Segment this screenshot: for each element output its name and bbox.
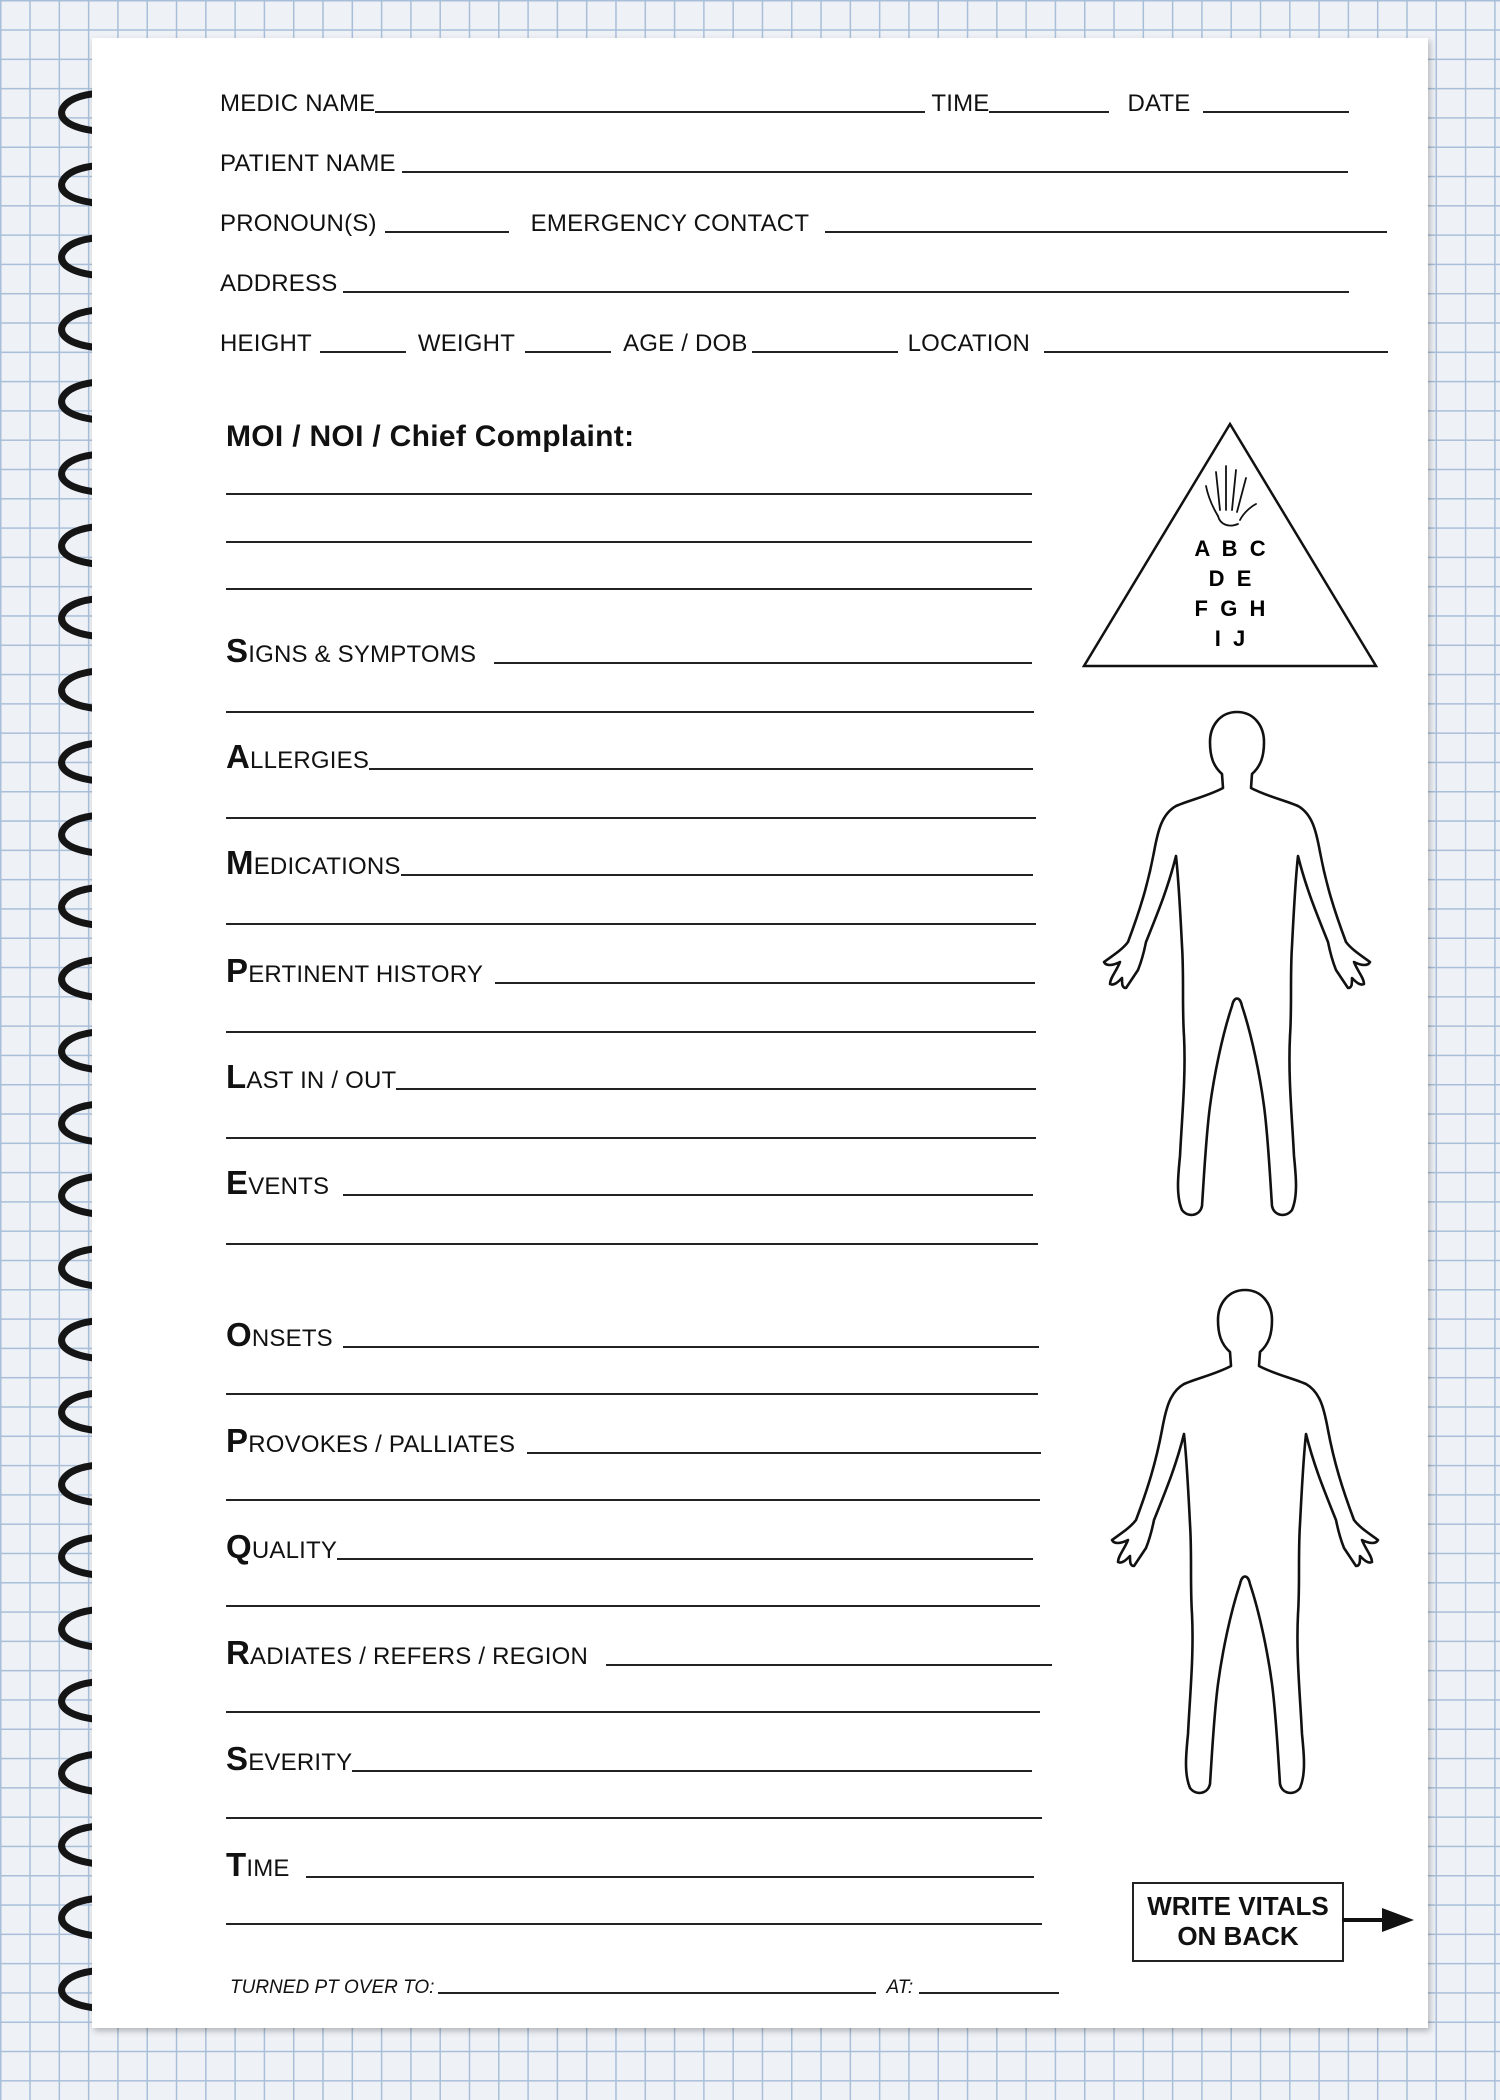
body-outline-back[interactable] xyxy=(1100,1284,1390,1814)
age-dob-field[interactable] xyxy=(752,351,898,353)
pronouns-row xyxy=(220,212,1387,236)
opqrst-row-r xyxy=(226,1636,1052,1669)
sample-s-initial: S xyxy=(226,632,249,669)
opqrst-row-p xyxy=(226,1424,1041,1457)
opqrst-q-initial: Q xyxy=(226,1528,252,1565)
sample-s-label: IGNS & SYMPTOMS xyxy=(248,641,477,668)
severity-field[interactable] xyxy=(352,1770,1032,1772)
quality-field[interactable] xyxy=(337,1558,1033,1560)
turned-over-field[interactable] xyxy=(438,1992,876,1994)
opqrst-o-initial: O xyxy=(226,1316,252,1353)
pronouns-label: PRONOUN(S) xyxy=(220,210,377,237)
medic-name-row xyxy=(220,92,1349,116)
triangle-row-3: F G H xyxy=(1194,596,1266,621)
sample-a-label: LLERGIES xyxy=(250,747,370,774)
triangle-outline xyxy=(1080,420,1380,670)
height-field[interactable] xyxy=(320,351,406,353)
address-label: ADDRESS xyxy=(220,270,338,297)
moi-line-1[interactable] xyxy=(226,493,1032,495)
date-field[interactable] xyxy=(1203,111,1349,113)
emergency-contact-label: EMERGENCY CONTACT xyxy=(530,210,810,237)
time-line-2[interactable] xyxy=(226,1923,1042,1925)
opqrst-r-label: ADIATES / REFERS / REGION xyxy=(250,1643,588,1670)
radiates-field[interactable] xyxy=(606,1664,1052,1666)
sample-e-label: VENTS xyxy=(248,1173,330,1200)
sample-row-m xyxy=(226,846,1033,879)
triangle-row-1: A B C xyxy=(1194,536,1266,561)
vitals-line-1: WRITE VITALS xyxy=(1147,1891,1329,1922)
body-outline-front[interactable] xyxy=(1092,706,1382,1236)
patient-name-row xyxy=(220,152,1348,176)
last-in-out-line-2[interactable] xyxy=(226,1137,1036,1139)
weight-field[interactable] xyxy=(525,351,611,353)
at-field[interactable] xyxy=(919,1992,1059,1994)
sample-p-label: ERTINENT HISTORY xyxy=(248,961,484,988)
opqrst-p-initial: P xyxy=(226,1422,249,1459)
radiates-line-2[interactable] xyxy=(226,1711,1040,1713)
provokes-palliates-line-2[interactable] xyxy=(226,1499,1040,1501)
sample-e-initial: E xyxy=(226,1164,249,1201)
weight-label: WEIGHT xyxy=(417,330,516,357)
turned-over-label: TURNED PT OVER TO: xyxy=(230,1977,435,1998)
medications-line-2[interactable] xyxy=(226,923,1036,925)
patient-name-field[interactable] xyxy=(402,171,1348,173)
opqrst-t-initial: T xyxy=(226,1846,247,1883)
triangle-row-2: D E xyxy=(1208,566,1252,591)
at-label: AT: xyxy=(886,1977,914,1998)
sample-m-initial: M xyxy=(226,844,254,881)
height-row xyxy=(220,332,1388,356)
severity-line-2[interactable] xyxy=(226,1817,1042,1819)
allergies-line-2[interactable] xyxy=(226,817,1036,819)
sample-row-a xyxy=(226,740,1033,773)
footer-row xyxy=(230,1978,1059,1997)
sample-row-s xyxy=(226,634,1032,667)
last-in-out-field[interactable] xyxy=(396,1088,1036,1090)
events-field[interactable] xyxy=(343,1194,1033,1196)
quality-line-2[interactable] xyxy=(226,1605,1040,1607)
location-field[interactable] xyxy=(1044,351,1388,353)
sample-l-initial: L xyxy=(226,1058,247,1095)
onsets-line-2[interactable] xyxy=(226,1393,1038,1395)
medications-field[interactable] xyxy=(401,874,1033,876)
emergency-contact-field[interactable] xyxy=(825,231,1387,233)
patient-name-label: PATIENT NAME xyxy=(220,150,396,177)
sample-l-label: AST IN / OUT xyxy=(246,1067,397,1094)
opqrst-t-label: IME xyxy=(246,1855,290,1882)
pronouns-field[interactable] xyxy=(385,231,509,233)
sample-a-initial: A xyxy=(226,738,251,775)
vitals-line-2: ON BACK xyxy=(1177,1921,1299,1951)
medic-name-label: MEDIC NAME xyxy=(220,90,376,117)
medic-name-field[interactable] xyxy=(375,111,925,113)
sample-row-e xyxy=(226,1166,1033,1199)
pertinent-history-field[interactable] xyxy=(495,982,1035,984)
sample-row-l xyxy=(226,1060,1036,1093)
hand-icon xyxy=(1206,466,1256,526)
opqrst-o-label: NSETS xyxy=(251,1325,333,1352)
opqrst-q-label: UALITY xyxy=(251,1537,338,1564)
sample-m-label: EDICATIONS xyxy=(253,853,401,880)
time-onset-field[interactable] xyxy=(306,1876,1034,1878)
opqrst-row-q xyxy=(226,1530,1033,1563)
abc-triangle xyxy=(1080,420,1380,670)
provokes-palliates-field[interactable] xyxy=(527,1452,1041,1454)
pertinent-history-line-2[interactable] xyxy=(226,1031,1036,1033)
location-label: LOCATION xyxy=(907,330,1031,357)
address-field[interactable] xyxy=(343,291,1349,293)
sample-row-p xyxy=(226,954,1035,987)
date-label: DATE xyxy=(1127,90,1191,117)
age-dob-label: AGE / DOB xyxy=(623,330,748,357)
opqrst-row-t xyxy=(226,1848,1034,1881)
sample-p-initial: P xyxy=(226,952,249,989)
opqrst-r-initial: R xyxy=(226,1634,251,1671)
arrow-right-icon xyxy=(1342,1902,1414,1938)
opqrst-row-o xyxy=(226,1318,1039,1351)
time-field[interactable] xyxy=(989,111,1109,113)
opqrst-row-s xyxy=(226,1742,1032,1775)
moi-line-3[interactable] xyxy=(226,588,1032,590)
signs-symptoms-line-2[interactable] xyxy=(226,711,1034,713)
write-vitals-box xyxy=(1132,1882,1344,1962)
opqrst-s-label: EVERITY xyxy=(248,1749,353,1776)
triangle-row-4: I J xyxy=(1214,626,1246,651)
allergies-field[interactable] xyxy=(369,768,1033,770)
opqrst-p-label: ROVOKES / PALLIATES xyxy=(248,1431,516,1458)
moi-line-2[interactable] xyxy=(226,541,1032,543)
onsets-field[interactable] xyxy=(343,1346,1039,1348)
time-label: TIME xyxy=(931,90,990,117)
moi-title: MOI / NOI / Chief Complaint: xyxy=(226,420,635,453)
events-line-2[interactable] xyxy=(226,1243,1038,1245)
address-row xyxy=(220,272,1349,296)
height-label: HEIGHT xyxy=(220,330,312,357)
signs-symptoms-field[interactable] xyxy=(494,662,1032,664)
opqrst-s-initial: S xyxy=(226,1740,249,1777)
